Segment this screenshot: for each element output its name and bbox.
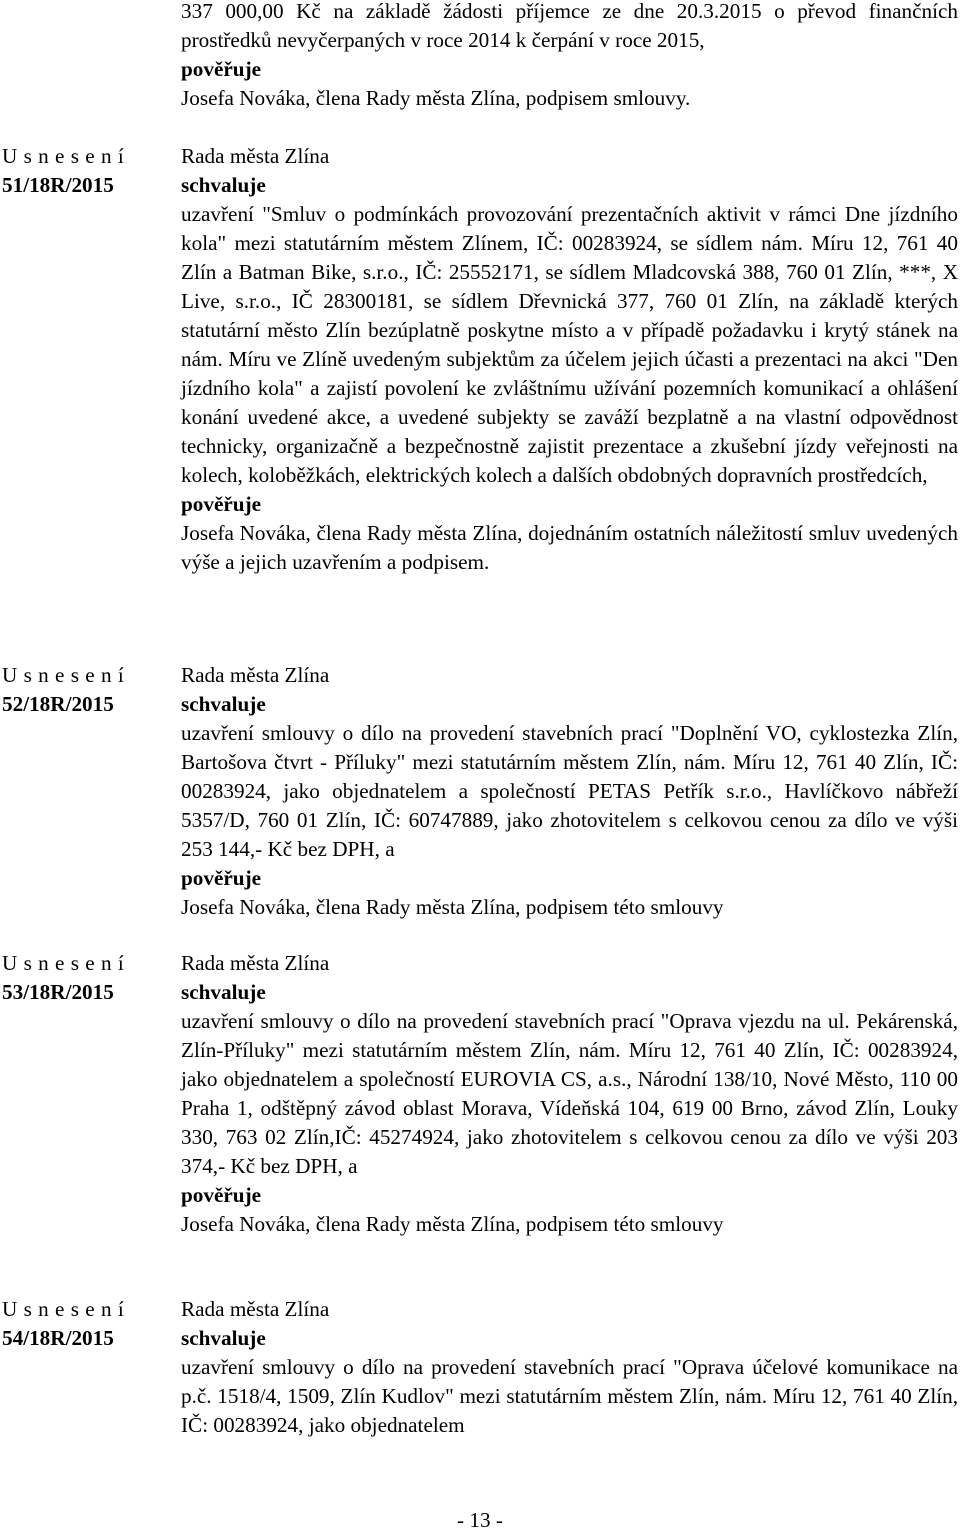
intro-delegate: Josefa Nováka, člena Rady města Zlína, podpisem smlouvy. [181, 86, 691, 110]
resolution-word: U s n e s e n í [2, 1297, 125, 1321]
resolution-body [181, 949, 958, 1239]
resolution-number: 52/18R/2015 [2, 692, 114, 716]
resolution-number: 54/18R/2015 [2, 1326, 114, 1350]
resolution-body [181, 1295, 958, 1440]
resolution-keyword: pověřuje [181, 492, 262, 516]
resolution-verb: schvaluje [181, 980, 266, 1004]
resolution-label [2, 142, 162, 200]
resolution-authority: Rada města Zlína [181, 144, 330, 168]
resolution-number: 53/18R/2015 [2, 980, 114, 1004]
resolution-authority: Rada města Zlína [181, 1297, 330, 1321]
resolution-text: uzavření smlouvy o dílo na provedení stavebních prací "Oprava účelové komunikace na p.č. 1518/4, 1509, Zlín Kudlov" mezi statutárním městem Zlín, nám. Míru 12, 761 40 Zlín, IČ: 00283924, jako objednatelem [181, 1355, 958, 1437]
resolution-number: 51/18R/2015 [2, 173, 114, 197]
resolution-verb: schvaluje [181, 692, 266, 716]
intro-text: 337 000,00 Kč na základě žádosti příjemce ze dne 20.3.2015 o převod finančních prostředků nevyčerpaných v roce 2014 k čerpání v roce 2015, [181, 0, 958, 52]
resolution-text: uzavření "Smluv o podmínkách provozování prezentačních aktivit v rámci Dne jízdního kola" mezi statutárním městem Zlínem, IČ: 00283924, se sídlem nám. Míru 12, 761 40 Zlín a Batman Bike, s.r.o., IČ: 25552171, se sídlem Mladcovská 388, 760 01 Zlín, ***, X Live, s.r.o., IČ 28300181, se sídlem Dřevnická 377, 760 01 Zlín, na základě kterých statutární město Zlín bezúplatně poskytne místo a v případě požadavku i krytý stánek na nám. Míru ve Zlíně uvedeným subjektům za účelem jejich účasti a prezentaci na akci "Den jízdního kola" a zajistí povolení ke zvláštnímu užívání pozemních komunikací a ohlášení konání uvedené akce, a uvedené subjekty se zaváží bezplatně a na vlastní odpovědnost technicky, organizačně a bezpečnostně zajistit prezentace a zkušební jízdy veřejnosti na kolech, koloběžkách, elektrických kolech a dalších obdobných dopravních prostředcích, [181, 202, 958, 487]
resolution-text: uzavření smlouvy o dílo na provedení stavebních prací "Doplnění VO, cyklostezka Zlín, Bartošova čtvrt - Příluky" mezi statutárním městem Zlín, nám. Míru 12, 761 40 Zlín, IČ: 00283924, jako objednatelem a společností PETAS Petřík s.r.o., Havlíčkovo nábřeží 5357/D, 760 01 Zlín, IČ: 60747889, jako zhotovitelem s celkovou cenou za dílo ve výši 253 144,- Kč bez DPH, a [181, 721, 958, 861]
resolution-body [181, 142, 958, 577]
intro-block [181, 0, 958, 113]
resolution-delegate: Josefa Nováka, člena Rady města Zlína, dojednáním ostatních náležitostí smluv uvedených výše a jejich uzavřením a podpisem. [181, 521, 958, 574]
resolution-label [2, 949, 162, 1007]
resolution-text: uzavření smlouvy o dílo na provedení stavebních prací "Oprava vjezdu na ul. Pekárenská, Zlín-Příluky" mezi statutárním městem Zlín, nám. Míru 12, 761 40 Zlín, IČ: 00283924, jako objednatelem a společností EUROVIA CS, a.s., Národní 138/10, Nové Město, 110 00 Praha 1, odštěpný závod oblast Morava, Vídeňská 104, 619 00 Brno, závod Zlín, Louky 330, 763 02 Zlín,IČ: 45274924, jako zhotovitelem s celkovou cenou za dílo ve výši 203 374,- Kč bez DPH, a [181, 1009, 958, 1178]
resolution-verb: schvaluje [181, 173, 266, 197]
page-number: - 13 - [457, 1508, 503, 1532]
resolution-label [2, 1295, 162, 1353]
resolution-keyword: pověřuje [181, 866, 262, 890]
intro-keyword: pověřuje [181, 57, 262, 81]
resolution-verb: schvaluje [181, 1326, 266, 1350]
resolution-word: U s n e s e n í [2, 663, 125, 687]
resolution-word: U s n e s e n í [2, 144, 125, 168]
resolution-delegate: Josefa Nováka, člena Rady města Zlína, podpisem této smlouvy [181, 895, 724, 919]
resolution-body [181, 661, 958, 922]
resolution-authority: Rada města Zlína [181, 663, 330, 687]
resolution-word: U s n e s e n í [2, 951, 125, 975]
resolution-authority: Rada města Zlína [181, 951, 330, 975]
resolution-keyword: pověřuje [181, 1183, 262, 1207]
resolution-delegate: Josefa Nováka, člena Rady města Zlína, podpisem této smlouvy [181, 1212, 724, 1236]
resolution-label [2, 661, 162, 719]
